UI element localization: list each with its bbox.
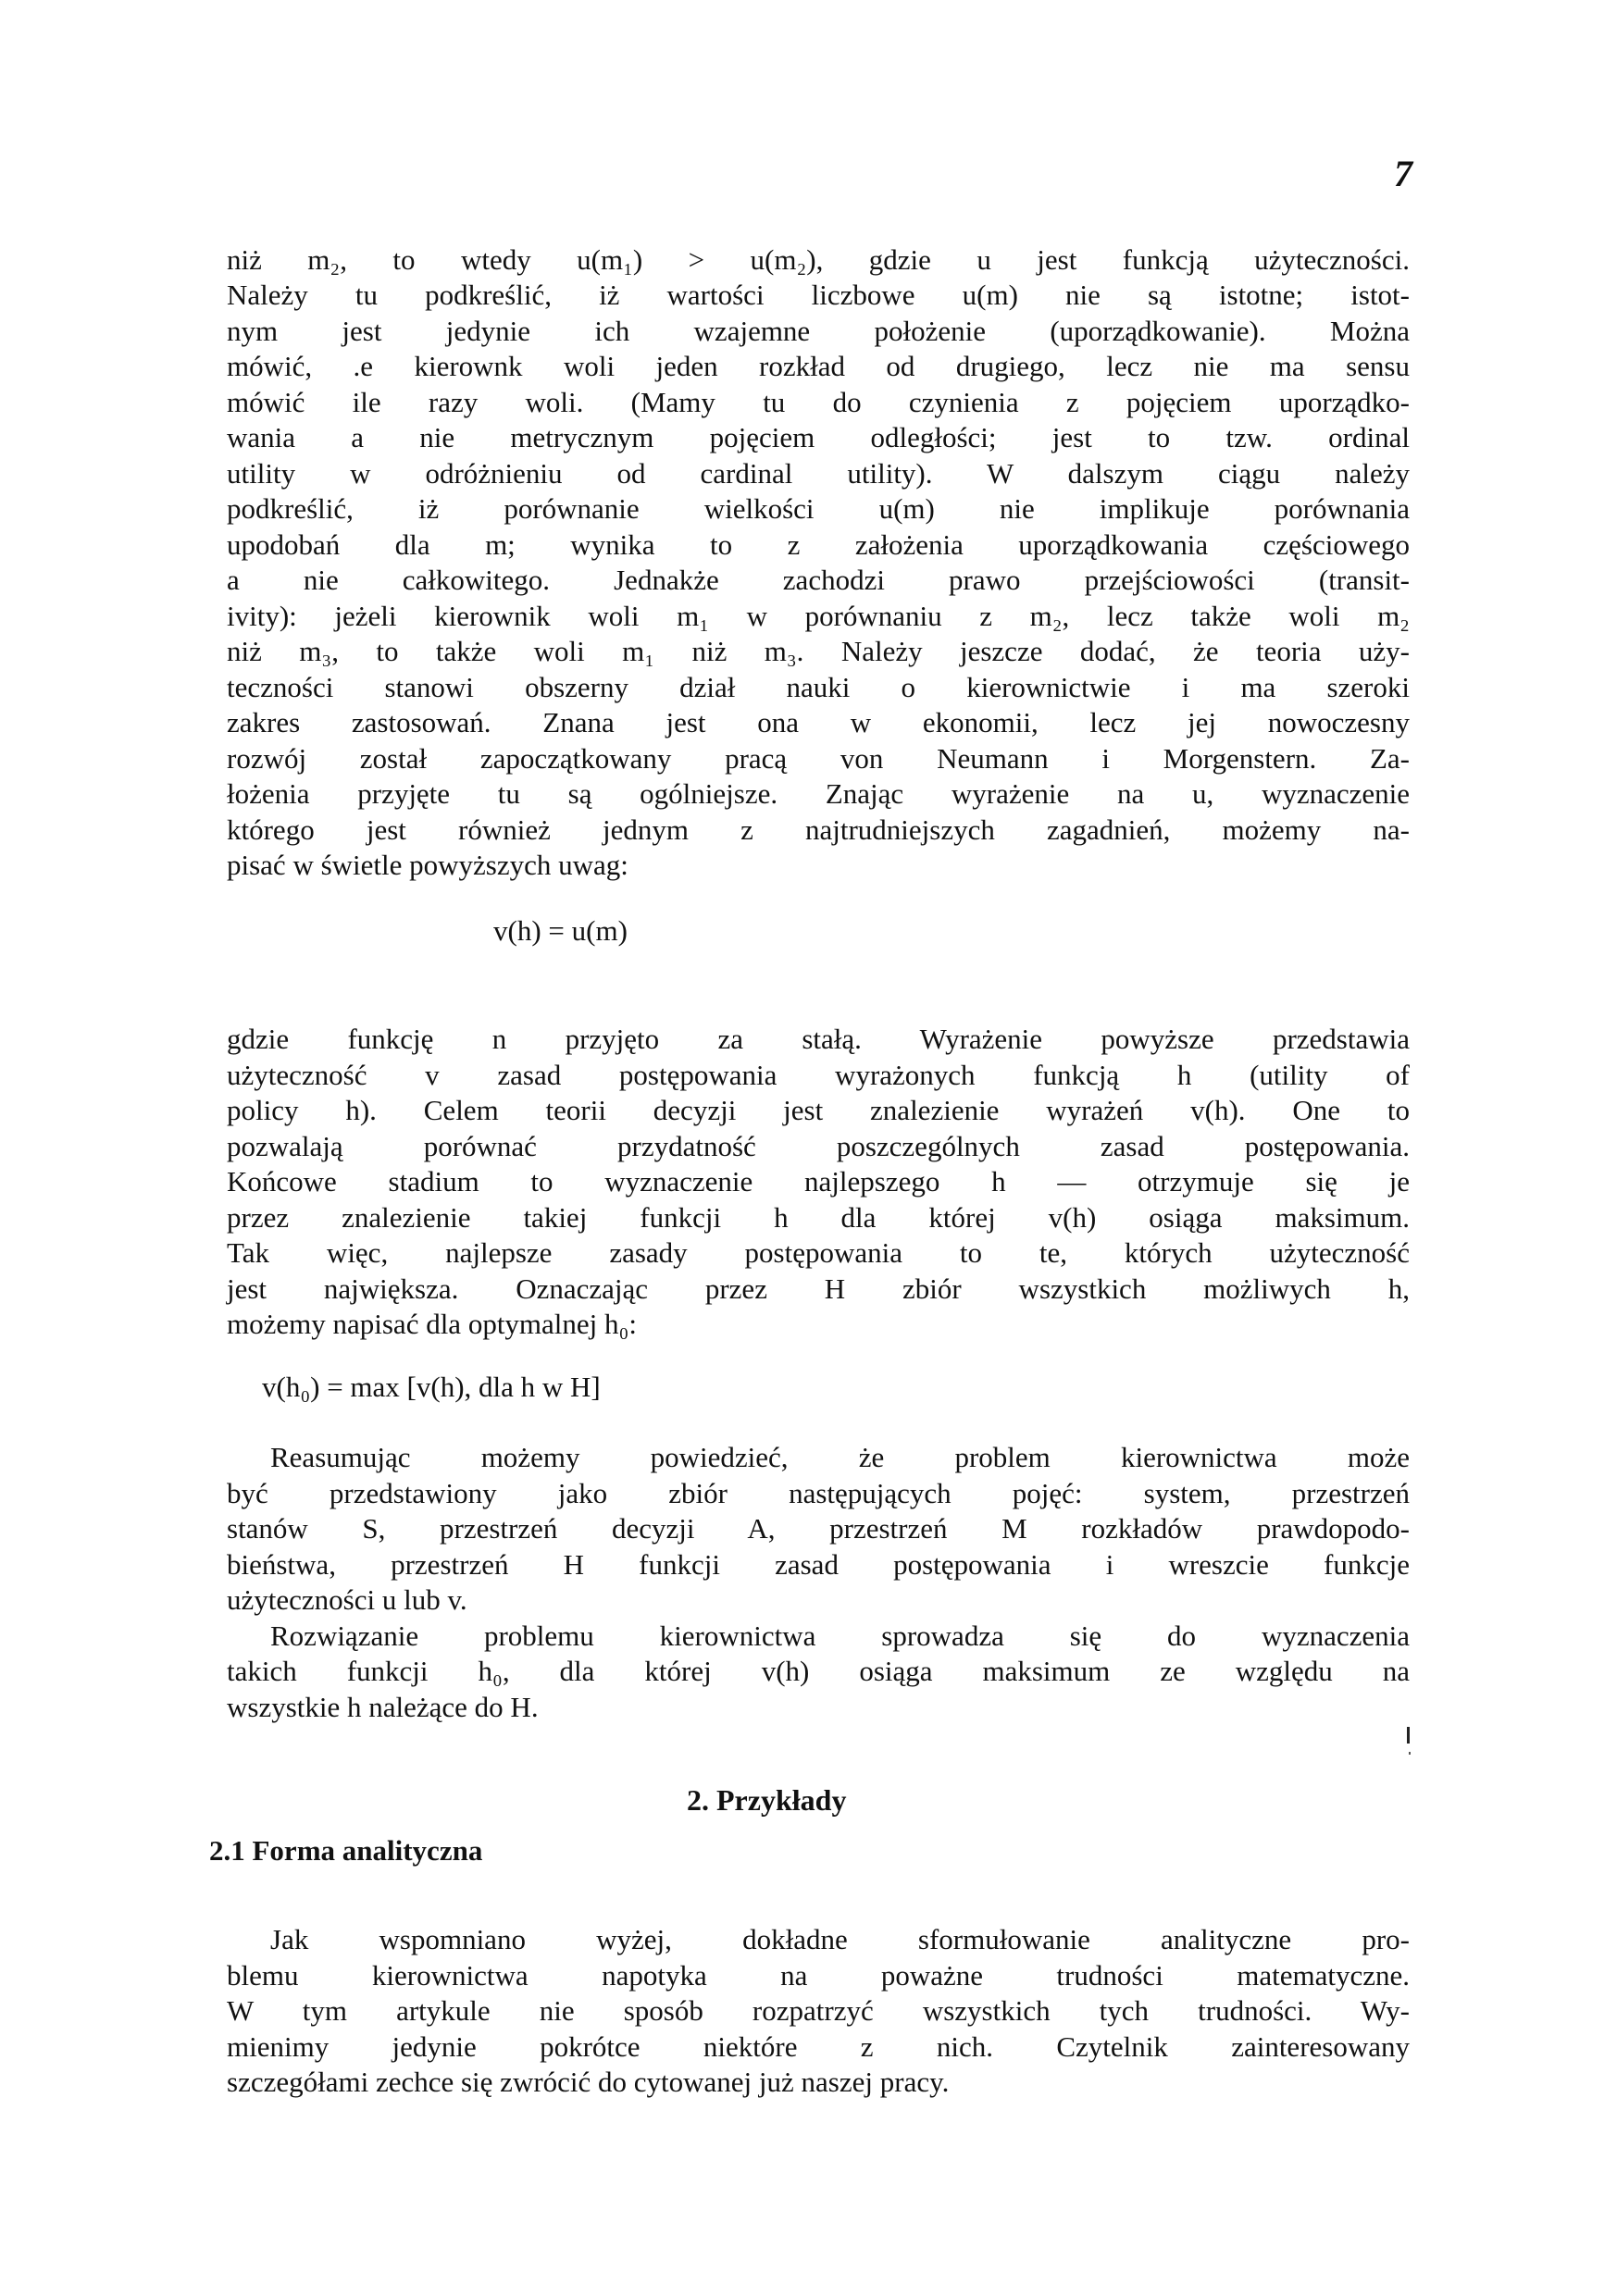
text-line: mienimy jedynie pokrótce niektóre z nich. Czytelnik zainteresowany — [227, 2030, 1410, 2063]
text-line: blemu kierownictwa napotyka na poważne trudności matematyczne. — [227, 1959, 1410, 1992]
text-line: być przedstawiony jako zbiór następujących pojęć: system, przestrzeń — [227, 1477, 1410, 1509]
text-line: mówić ile razy woli. (Mamy tu do czynienia z pojęciem uporządko- — [227, 386, 1410, 418]
text-line: przez znalezienie takiej funkcji h dla której v(h) osiąga maksimum. — [227, 1201, 1410, 1234]
text-line: policy h). Celem teorii decyzji jest znalezienie wyrażeń v(h). One to — [227, 1094, 1410, 1126]
text-line: niż m₂, to wtedy u(m₁) > u(m₂), gdzie u jest funkcją użyteczności. — [227, 243, 1410, 276]
text-line: wszystkie h należące do H. — [227, 1691, 539, 1723]
text-line: podkreślić, iż porównanie wielkości u(m) nie implikuje porównania — [227, 492, 1410, 525]
subsection-heading: 2.1 Forma analityczna — [209, 1834, 483, 1867]
text-line: gdzie funkcję n przyjęto za stałą. Wyrażenie powyższe przedstawia — [227, 1023, 1410, 1055]
text-line: a nie całkowitego. Jednakże zachodzi prawo przejściowości (transit- — [227, 564, 1410, 596]
text-line: rozwój został zapoczątkowany pracą von Neumann i Morgenstern. Za- — [227, 742, 1410, 775]
text-line: pozwalają porównać przydatność poszczególnych zasad postępowania. — [227, 1130, 1410, 1162]
text-line: Końcowe stadium to wyznaczenie najlepszego h — otrzymuje się je — [227, 1165, 1410, 1198]
text-line: szczegółami zechce się zwrócić do cytowanej już naszej pracy. — [227, 2066, 950, 2098]
text-line: Reasumując możemy powiedzieć, że problem kierownictwa może — [270, 1441, 1410, 1473]
text-line: Rozwiązanie problemu kierownictwa sprowadza się do wyznaczenia — [270, 1620, 1410, 1652]
text-line: takich funkcji h₀, dla której v(h) osiąga maksimum ze względu na — [227, 1655, 1410, 1687]
text-line: wania a nie metrycznym pojęciem odległości; jest to tzw. ordinal — [227, 421, 1410, 453]
margin-mark — [1407, 1727, 1410, 1744]
text-line: Tak więc, najlepsze zasady postępowania to te, których użyteczność — [227, 1236, 1410, 1269]
text-line: Należy tu podkreślić, iż wartości liczbowe u(m) nie są istotne; istot- — [227, 279, 1410, 311]
text-line: jest największa. Oznaczając przez H zbiór wszystkich możliwych h, — [227, 1272, 1410, 1305]
section-heading: 2. Przykłady — [687, 1783, 847, 1817]
equation-2: v(h₀) = max [v(h), dla h w H] — [262, 1371, 601, 1403]
page-number: 7 — [1394, 153, 1412, 194]
text-line: zakres zastosowań. Znana jest ona w ekonomii, lecz jej nowoczesny — [227, 706, 1410, 738]
text-line: Jak wspomniano wyżej, dokładne sformułowanie analityczne pro- — [270, 1923, 1410, 1955]
text-line: niż m₃, to także woli m₁ niż m₃. Należy jeszcze dodać, że teoria uży- — [227, 635, 1410, 667]
text-line: nym jest jedynie ich wzajemne położenie (uporządkowanie). Można — [227, 315, 1410, 347]
text-line: teczności stanowi obszerny dział nauki o kierownictwie i ma szeroki — [227, 671, 1410, 703]
text-line: utility w odróżnieniu od cardinal utility). W dalszym ciągu należy — [227, 457, 1410, 490]
text-line: pisać w świetle powyższych uwag: — [227, 849, 628, 881]
text-line: łożenia przyjęte tu są ogólniejsze. Znając wyrażenie na u, wyznaczenie — [227, 777, 1410, 810]
text-line: użyteczności u lub v. — [227, 1583, 467, 1616]
margin-dot — [1409, 1752, 1411, 1755]
text-line: bieństwa, przestrzeń H funkcji zasad postępowania i wreszcie funkcje — [227, 1548, 1410, 1581]
text-line: użyteczność v zasad postępowania wyrażonych funkcją h (utility of — [227, 1059, 1410, 1091]
text-line: upodobań dla m; wynika to z założenia uporządkowania częściowego — [227, 528, 1410, 561]
text-line: możemy napisać dla optymalnej h₀: — [227, 1308, 637, 1340]
text-line: W tym artykule nie sposób rozpatrzyć wszystkich tych trudności. Wy- — [227, 1994, 1410, 2027]
text-line: stanów S, przestrzeń decyzji A, przestrzeń M rozkładów prawdopodo- — [227, 1512, 1410, 1545]
text-line: którego jest również jednym z najtrudniejszych zagadnień, możemy na- — [227, 813, 1410, 846]
text-line: ivity): jeżeli kierownik woli m₁ w porównaniu z m₂, lecz także woli m₂ — [227, 600, 1410, 632]
text-line: mówić, .e kierownk woli jeden rozkład od drugiego, lecz nie ma sensu — [227, 350, 1410, 382]
equation-1: v(h) = u(m) — [493, 914, 628, 947]
